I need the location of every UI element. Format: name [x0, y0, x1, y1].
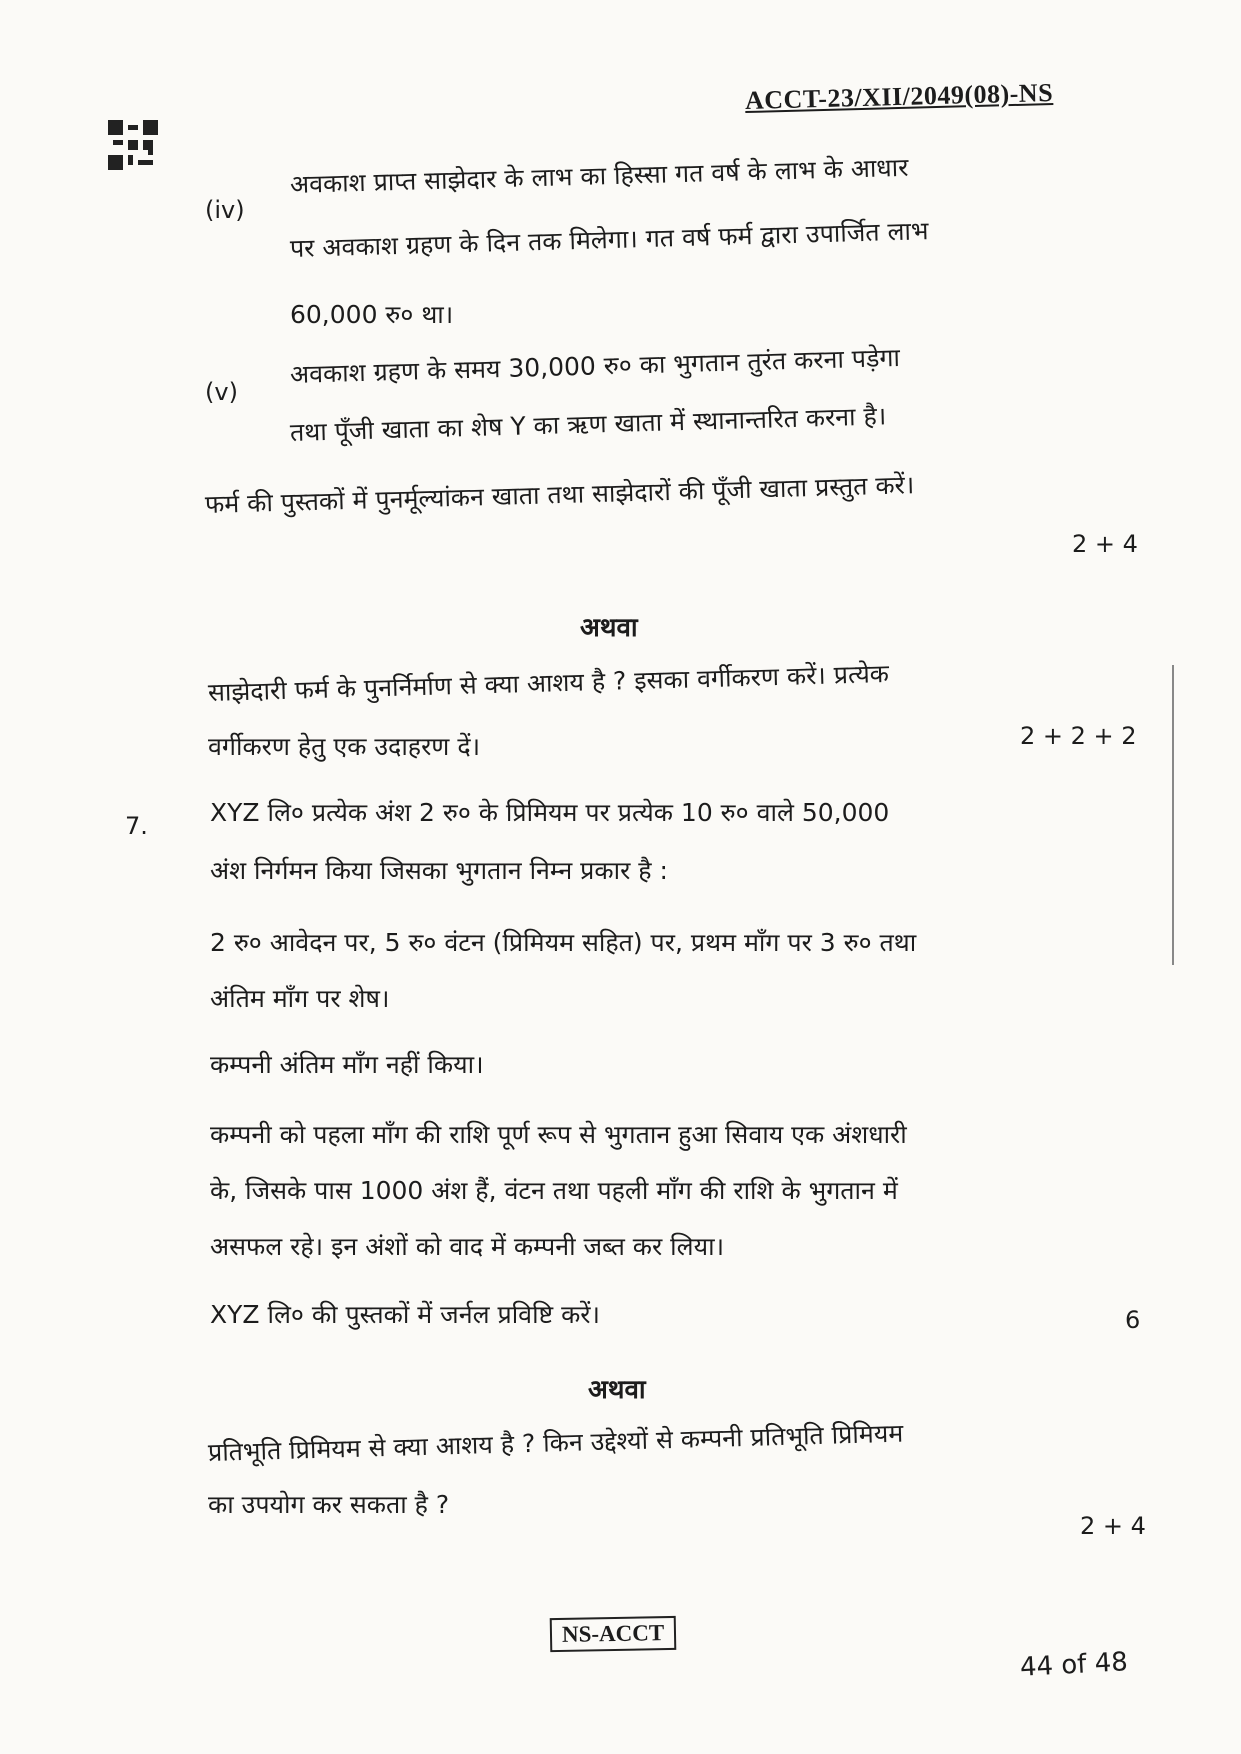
q7-p1-line-2: अंश निर्गमन किया जिसका भुगतान निम्न प्रकार है : [210, 856, 668, 885]
item-iv-label: (iv) [205, 196, 245, 224]
item-iv-line-1: अवकाश प्राप्त साझेदार के लाभ का हिस्सा गत वर्ष के लाभ के आधार [289, 152, 909, 199]
q7-p1-line-1: XYZ लि० प्रत्येक अंश 2 रु० के प्रिमियम पर प्रत्येक 10 रु० वाले 50,000 [210, 798, 890, 827]
item-iv-line-3: 60,000 रु० था। [290, 300, 454, 329]
margin-line [1172, 665, 1174, 965]
q7-p3: कम्पनी अंतिम माँग नहीं किया। [210, 1050, 484, 1079]
page-number: 44 of 48 [1019, 1647, 1129, 1683]
q7-p2-line-2: अंतिम माँग पर शेष। [210, 984, 390, 1013]
q7-p5: XYZ लि० की पुस्तकों में जर्नल प्रविष्टि करें। [210, 1300, 601, 1329]
item-v-line-2: तथा पूँजी खाता का शेष Y का ऋण खाता में स्थानान्तरित करना है। [289, 401, 887, 447]
footer-code: NS-ACCT [550, 1616, 677, 1652]
q6-instruction: फर्म की पुस्तकों में पुनर्मूल्यांकन खाता तथा साझेदारों की पूँजी खाता प्रस्तुत करें। [204, 470, 915, 519]
q6-or-heading: अथवा [580, 613, 638, 643]
q7-number: 7. [125, 812, 148, 840]
q7-p2-line-1: 2 रु० आवेदन पर, 5 रु० वंटन (प्रिमियम सहित) पर, प्रथम माँग पर 3 रु० तथा [210, 928, 917, 957]
q7-p4-line-2: के, जिसके पास 1000 अंश हैं, वंटन तथा पहली माँग की राशि के भुगतान में [210, 1176, 898, 1205]
q7-or-line-2: का उपयोग कर सकता है ? [208, 1490, 450, 1519]
q6-or-marks: 2 + 2 + 2 [1020, 722, 1137, 750]
paper-code: ACCT-23/XII/2049(08)-NS [744, 77, 1054, 116]
q7-or-marks: 2 + 4 [1080, 1512, 1146, 1540]
q7-or-heading: अथवा [588, 1375, 646, 1405]
item-v-label: (v) [205, 378, 238, 406]
q6-marks: 2 + 4 [1072, 530, 1138, 558]
qr-code-icon [108, 120, 158, 170]
q6-or-line-1: साझेदारी फर्म के पुनर्निर्माण से क्या आशय है ? इसका वर्गीकरण करें। प्रत्येक [207, 658, 890, 707]
item-v-line-1: अवकाश ग्रहण के समय 30,000 रु० का भुगतान तुरंत करना पड़ेगा [289, 342, 901, 389]
q6-or-line-2: वर्गीकरण हेतु एक उदाहरण दें। [208, 732, 481, 761]
item-iv-line-2: पर अवकाश ग्रहण के दिन तक मिलेगा। गत वर्ष फर्म द्वारा उपार्जित लाभ [289, 216, 929, 263]
q7-p4-line-3: असफल रहे। इन अंशों को वाद में कम्पनी जब्त कर लिया। [210, 1232, 725, 1261]
q7-p4-line-1: कम्पनी को पहला माँग की राशि पूर्ण रूप से भुगतान हुआ सिवाय एक अंशधारी [210, 1120, 907, 1149]
q7-marks: 6 [1125, 1306, 1141, 1334]
q7-or-line-1: प्रतिभूति प्रिमियम से क्या आशय है ? किन उद्देश्यों से कम्पनी प्रतिभूति प्रिमियम [207, 1418, 904, 1467]
